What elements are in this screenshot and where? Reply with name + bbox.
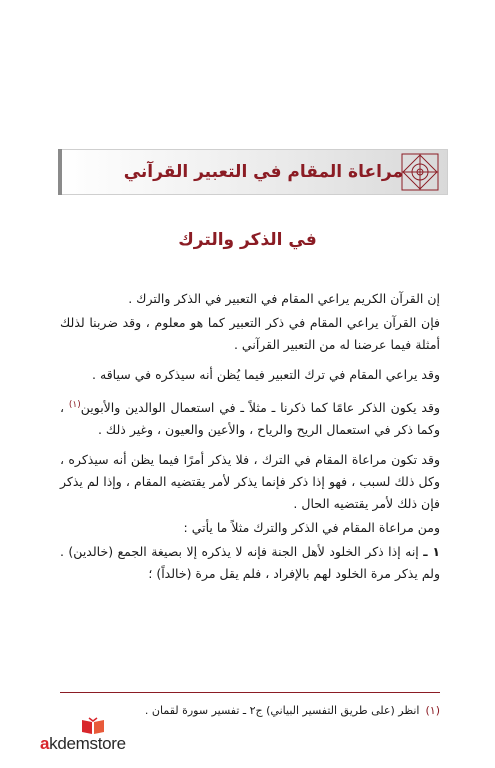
footnote-reference: (١) (68, 400, 81, 410)
footnote-text: انظر (على طريق التفسير البياني) ج٢ ـ تفسير سورة لقمان . (144, 704, 420, 717)
footnote-divider (60, 692, 440, 693)
ornament-icon (398, 151, 442, 193)
section-title: في الذكر والترك (178, 230, 317, 250)
paragraph: فإن القرآن يراعي المقام في ذكر التعبير كما هو معلوم ، وقد ضربنا لذلك أمثلة فيما عرضنا له من التعبير القرآني . (60, 315, 440, 352)
banner-accent-bar (58, 149, 62, 195)
paragraph-part: إنه إذا ذكر الخلود لأهل الجنة فإنه لا يذكره إلا بصيغة الجمع (خالدين) . ولم يذكر مرة الخلود لهم بالإفراد ، فلم يقل مرة (خالداً) ؛ (60, 544, 440, 582)
item-number: ١ ـ (423, 544, 440, 560)
body-text (60, 288, 440, 593)
paragraph-part: وقد يكون الذكر عامًا كما ذكرنا ـ مثلاً ـ في استعمال الوالدين والأبوين (80, 400, 440, 416)
paragraph: وقد تكون مراعاة المقام في الترك ، فلا يذكر أمرًا فيما يظن أنه سيذكره ، وكل ذلك لسبب ، فهو إذا ذكر فإنما يذكر لأمر يقتضيه المقام ، وإذا لم يذكر فإن ذلك لأمر يقتضيه الحال . (60, 452, 440, 512)
paragraph: وقد يراعي المقام في ترك التعبير فيما يُظن أنه سيذكره في سياقه . (92, 367, 440, 382)
paragraph (60, 541, 440, 585)
paragraph: ومن مراعاة المقام في الذكر والترك مثلاً ما يأتي : (183, 520, 440, 536)
footnote-number: (١) (425, 704, 440, 717)
logo-text (40, 734, 126, 754)
paragraph (60, 394, 440, 441)
logo-name: kdemstore (49, 734, 126, 753)
logo-mark: a (40, 734, 50, 753)
paragraph-part: ، وكما ذكر في استعمال الريح والرياح ، والأعين والعيون ، وغير ذلك . (60, 400, 440, 438)
publisher-logo (40, 716, 150, 756)
chapter-title: مراعاة المقام في التعبير القرآني (123, 162, 403, 182)
paragraph: إن القرآن الكريم يراعي المقام في التعبير في الذكر والترك . (128, 291, 440, 306)
book-icon (80, 716, 106, 736)
